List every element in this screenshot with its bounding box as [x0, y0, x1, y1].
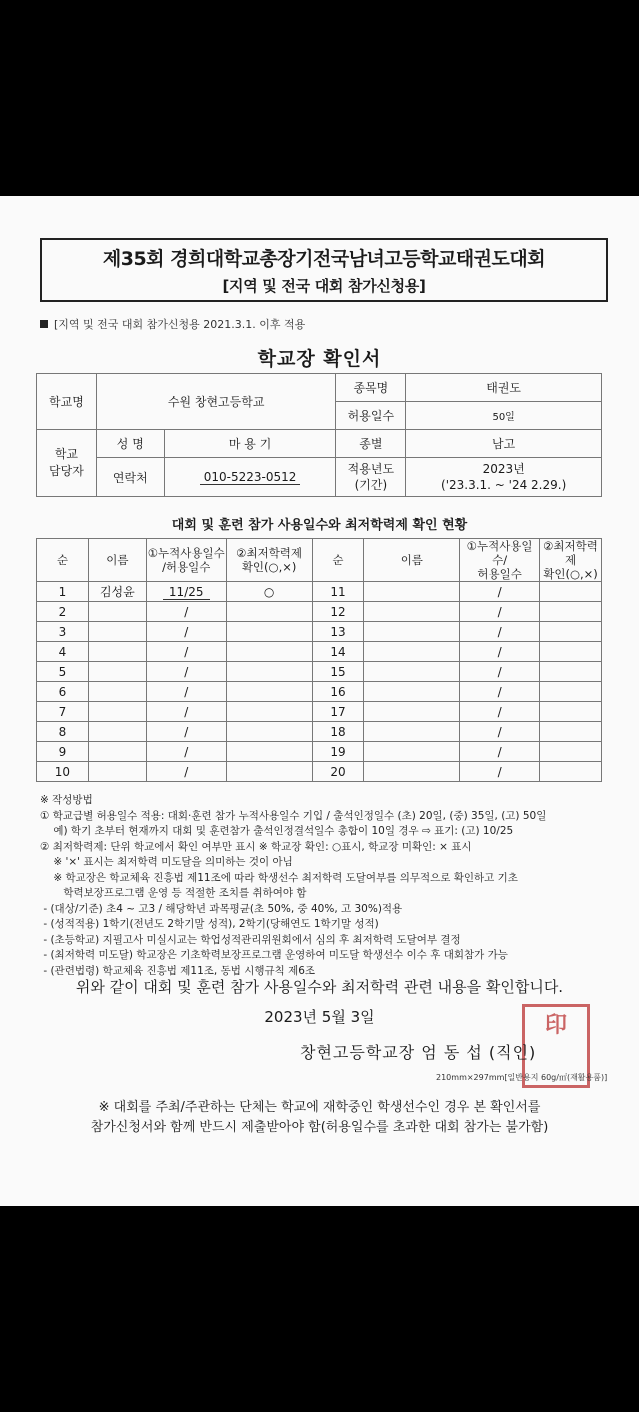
instruction-line: ① 학교급별 허용일수 적용: 대회·훈련 참가 누적사용일수 기입 / 출석인정일수 (초) 20일, (중) 35일, (고) 50일 [40, 809, 547, 822]
instruction-line: - (관련법령) 학교체육 진흥법 제11조, 동법 시행규칙 제6조 [40, 964, 316, 977]
instruction-line: - (성적적용) 1학기(전년도 2학기말 성적), 2학기(당해연도 1학기말 성적) [40, 918, 379, 930]
row-number: 10 [37, 762, 89, 782]
page-title: 학교장 확인서 [257, 348, 382, 370]
used-days: / [460, 742, 540, 762]
instruction-line: 예) 학기 초부터 현재까지 대회 및 훈련참가 출석인정결석일수 총합이 10일 경우 ⇨ 표기: (고) 10/25 [40, 825, 514, 837]
used-days: / [146, 682, 226, 702]
min-academic-check [540, 702, 602, 722]
min-academic-check [226, 662, 312, 682]
student-name [364, 582, 460, 602]
document-page [0, 196, 639, 1206]
table-row [37, 742, 602, 762]
table-row [37, 622, 602, 642]
title-box [40, 238, 608, 302]
confirmation-statement: 위와 같이 대회 및 훈련 참가 사용일수와 최저학력 관련 내용을 확인합니다. [75, 978, 564, 996]
row-number: 1 [37, 582, 89, 602]
used-days: / [460, 662, 540, 682]
gender-label: 종별 [336, 430, 406, 458]
row-number: 4 [37, 642, 89, 662]
school-seal-stamp: 印 [522, 1004, 590, 1088]
row-number: 19 [312, 742, 364, 762]
student-name [364, 642, 460, 662]
table-row [37, 642, 602, 662]
student-name [364, 622, 460, 642]
name-label: 성 명 [96, 430, 164, 458]
used-days: / [146, 742, 226, 762]
used-days: / [460, 722, 540, 742]
row-number: 7 [37, 702, 89, 722]
gender-value: 남고 [406, 430, 602, 458]
min-academic-check [226, 742, 312, 762]
student-name [88, 662, 146, 682]
student-name [364, 742, 460, 762]
row-number: 5 [37, 662, 89, 682]
used-days: / [146, 642, 226, 662]
instruction-line: ※ 작성방법 [40, 794, 93, 806]
row-number: 6 [37, 682, 89, 702]
student-name [88, 722, 146, 742]
min-academic-check [540, 722, 602, 742]
event-value: 태권도 [406, 374, 602, 402]
contact-label: 연락처 [96, 458, 164, 497]
min-academic-check [226, 622, 312, 642]
student-name [88, 762, 146, 782]
year-value: 2023년 ('23.3.1. ~ '24 2.29.) [406, 458, 602, 497]
row-number: 20 [312, 762, 364, 782]
row-number: 17 [312, 702, 364, 722]
table-row [37, 682, 602, 702]
col-header-no-2: 순 [312, 539, 364, 582]
submission-note: ※ 대회를 주최/주관하는 단체는 학교에 재학중인 학생선수인 경우 본 확인서를 참가신청서와 함께 반드시 제출받아야 함(허용일수를 초과한 대회 참가는 불가함) [90, 1100, 549, 1135]
min-academic-check [540, 642, 602, 662]
min-academic-check [226, 722, 312, 742]
manager-label: 학교 담당자 [37, 430, 97, 497]
col-header-name-2: 이름 [364, 539, 460, 582]
student-name [88, 702, 146, 722]
row-number: 18 [312, 722, 364, 742]
row-number: 15 [312, 662, 364, 682]
used-days: / [460, 622, 540, 642]
table-row [37, 662, 602, 682]
instruction-line: - (최저학력 미도달) 학교장은 기초학력보장프로그램 운영하여 미도달 학생선수 이수 후 대회참가 가능 [40, 949, 508, 961]
student-name [364, 682, 460, 702]
used-days: / [146, 762, 226, 782]
student-name [88, 682, 146, 702]
row-number: 14 [312, 642, 364, 662]
row-number: 2 [37, 602, 89, 622]
instructions [40, 793, 610, 979]
col-header-name: 이름 [88, 539, 146, 582]
used-days: / [146, 602, 226, 622]
table-row [37, 762, 602, 782]
row-number: 12 [312, 602, 364, 622]
title-line-1: 제35회 경희대학교총장기전국남녀고등학교태권도대회 [102, 248, 546, 270]
year-label: 적용년도 (기간) [336, 458, 406, 497]
col-header-no: 순 [37, 539, 89, 582]
min-academic-check [226, 702, 312, 722]
row-number: 13 [312, 622, 364, 642]
used-days: / [460, 582, 540, 602]
used-days: / [460, 682, 540, 702]
instruction-line: ② 최저학력제: 단위 학교에서 확인 여부만 표시 ※ 학교장 확인: ○표시, 학교장 미확인: × 표시 [40, 840, 472, 853]
used-days: / [146, 662, 226, 682]
usage-table-heading: 대회 및 훈련 참가 사용일수와 최저학력제 확인 현황 [171, 518, 468, 533]
col-header-min-academic: ②최저학력제 확인(○,×) [226, 539, 312, 582]
used-days: / [146, 622, 226, 642]
student-name [88, 642, 146, 662]
used-days: / [460, 602, 540, 622]
col-header-used-days-2: ①누적사용일수/ 허용일수 [460, 539, 540, 582]
row-number: 8 [37, 722, 89, 742]
table-row [37, 602, 602, 622]
instruction-line: - (초등학교) 지필고사 미실시교는 학업성적관리위원회에서 심의 후 최저학력 도달여부 결정 [40, 933, 461, 946]
min-academic-check [226, 762, 312, 782]
min-academic-check [540, 602, 602, 622]
student-name [364, 702, 460, 722]
instruction-line: - (대상/기준) 초4 ~ 고3 / 해당학년 과목평균(초 50%, 중 40%, 고 30%)적용 [40, 902, 403, 915]
paper-size-note: 210mm×297mm[일반용지 60g/㎡(재활용품)] [436, 1073, 608, 1082]
used-days: / [146, 722, 226, 742]
usage-table [36, 538, 602, 782]
square-bullet-icon [40, 320, 48, 328]
applicability-note: [지역 및 전국 대회 참가신청용 2021.3.1. 이후 적용 [40, 316, 305, 332]
min-academic-check [540, 582, 602, 602]
student-name [88, 622, 146, 642]
event-label: 종목명 [336, 374, 406, 402]
school-name-value: 수원 창현고등학교 [96, 374, 336, 430]
table-row [37, 702, 602, 722]
row-number: 11 [312, 582, 364, 602]
min-academic-check [540, 762, 602, 782]
row-number: 3 [37, 622, 89, 642]
usage-table-header [37, 539, 602, 582]
allowed-days-value: 50일 [406, 402, 602, 430]
used-days: 11/25 [146, 582, 226, 602]
used-days: / [460, 702, 540, 722]
student-name [364, 602, 460, 622]
student-name [88, 742, 146, 762]
min-academic-check: ○ [226, 582, 312, 602]
instruction-line: 학력보장프로그램 운영 등 적절한 조치를 취하여야 함 [40, 887, 307, 899]
min-academic-check [540, 742, 602, 762]
min-academic-check [540, 622, 602, 642]
table-row [37, 722, 602, 742]
min-academic-check [540, 682, 602, 702]
name-value: 마 용 기 [164, 430, 336, 458]
issue-date: 2023년 5월 3일 [264, 1008, 375, 1026]
instruction-line: ※ '×' 표시는 최저학력 미도달을 의미하는 것이 아님 [40, 856, 293, 868]
col-header-used-days: ①누적사용일수 /허용일수 [146, 539, 226, 582]
student-name [364, 662, 460, 682]
table-row [37, 582, 602, 602]
instruction-line: ※ 학교장은 학교체육 진흥법 제11조에 따라 학생선수 최저학력 도달여부를 의무적으로 확인하고 기초 [40, 871, 518, 884]
school-name-label: 학교명 [37, 374, 97, 430]
allowed-days-label: 허용일수 [336, 402, 406, 430]
min-academic-check [226, 602, 312, 622]
used-days: / [460, 642, 540, 662]
title-line-2: [지역 및 전국 대회 참가신청용] [222, 277, 426, 295]
row-number: 16 [312, 682, 364, 702]
min-academic-check [226, 642, 312, 662]
contact-value: 010-5223-0512 [164, 458, 336, 497]
col-header-min-academic-2: ②최저학력제 확인(○,×) [540, 539, 602, 582]
used-days: / [146, 702, 226, 722]
student-name [364, 762, 460, 782]
min-academic-check [540, 662, 602, 682]
student-name [88, 602, 146, 622]
school-info-table [36, 373, 602, 497]
row-number: 9 [37, 742, 89, 762]
student-name [364, 722, 460, 742]
min-academic-check [226, 682, 312, 702]
used-days: / [460, 762, 540, 782]
principal-signature: 창현고등학교장 엄 동 섭 (직인) [300, 1043, 537, 1062]
student-name: 김성윤 [88, 582, 146, 602]
